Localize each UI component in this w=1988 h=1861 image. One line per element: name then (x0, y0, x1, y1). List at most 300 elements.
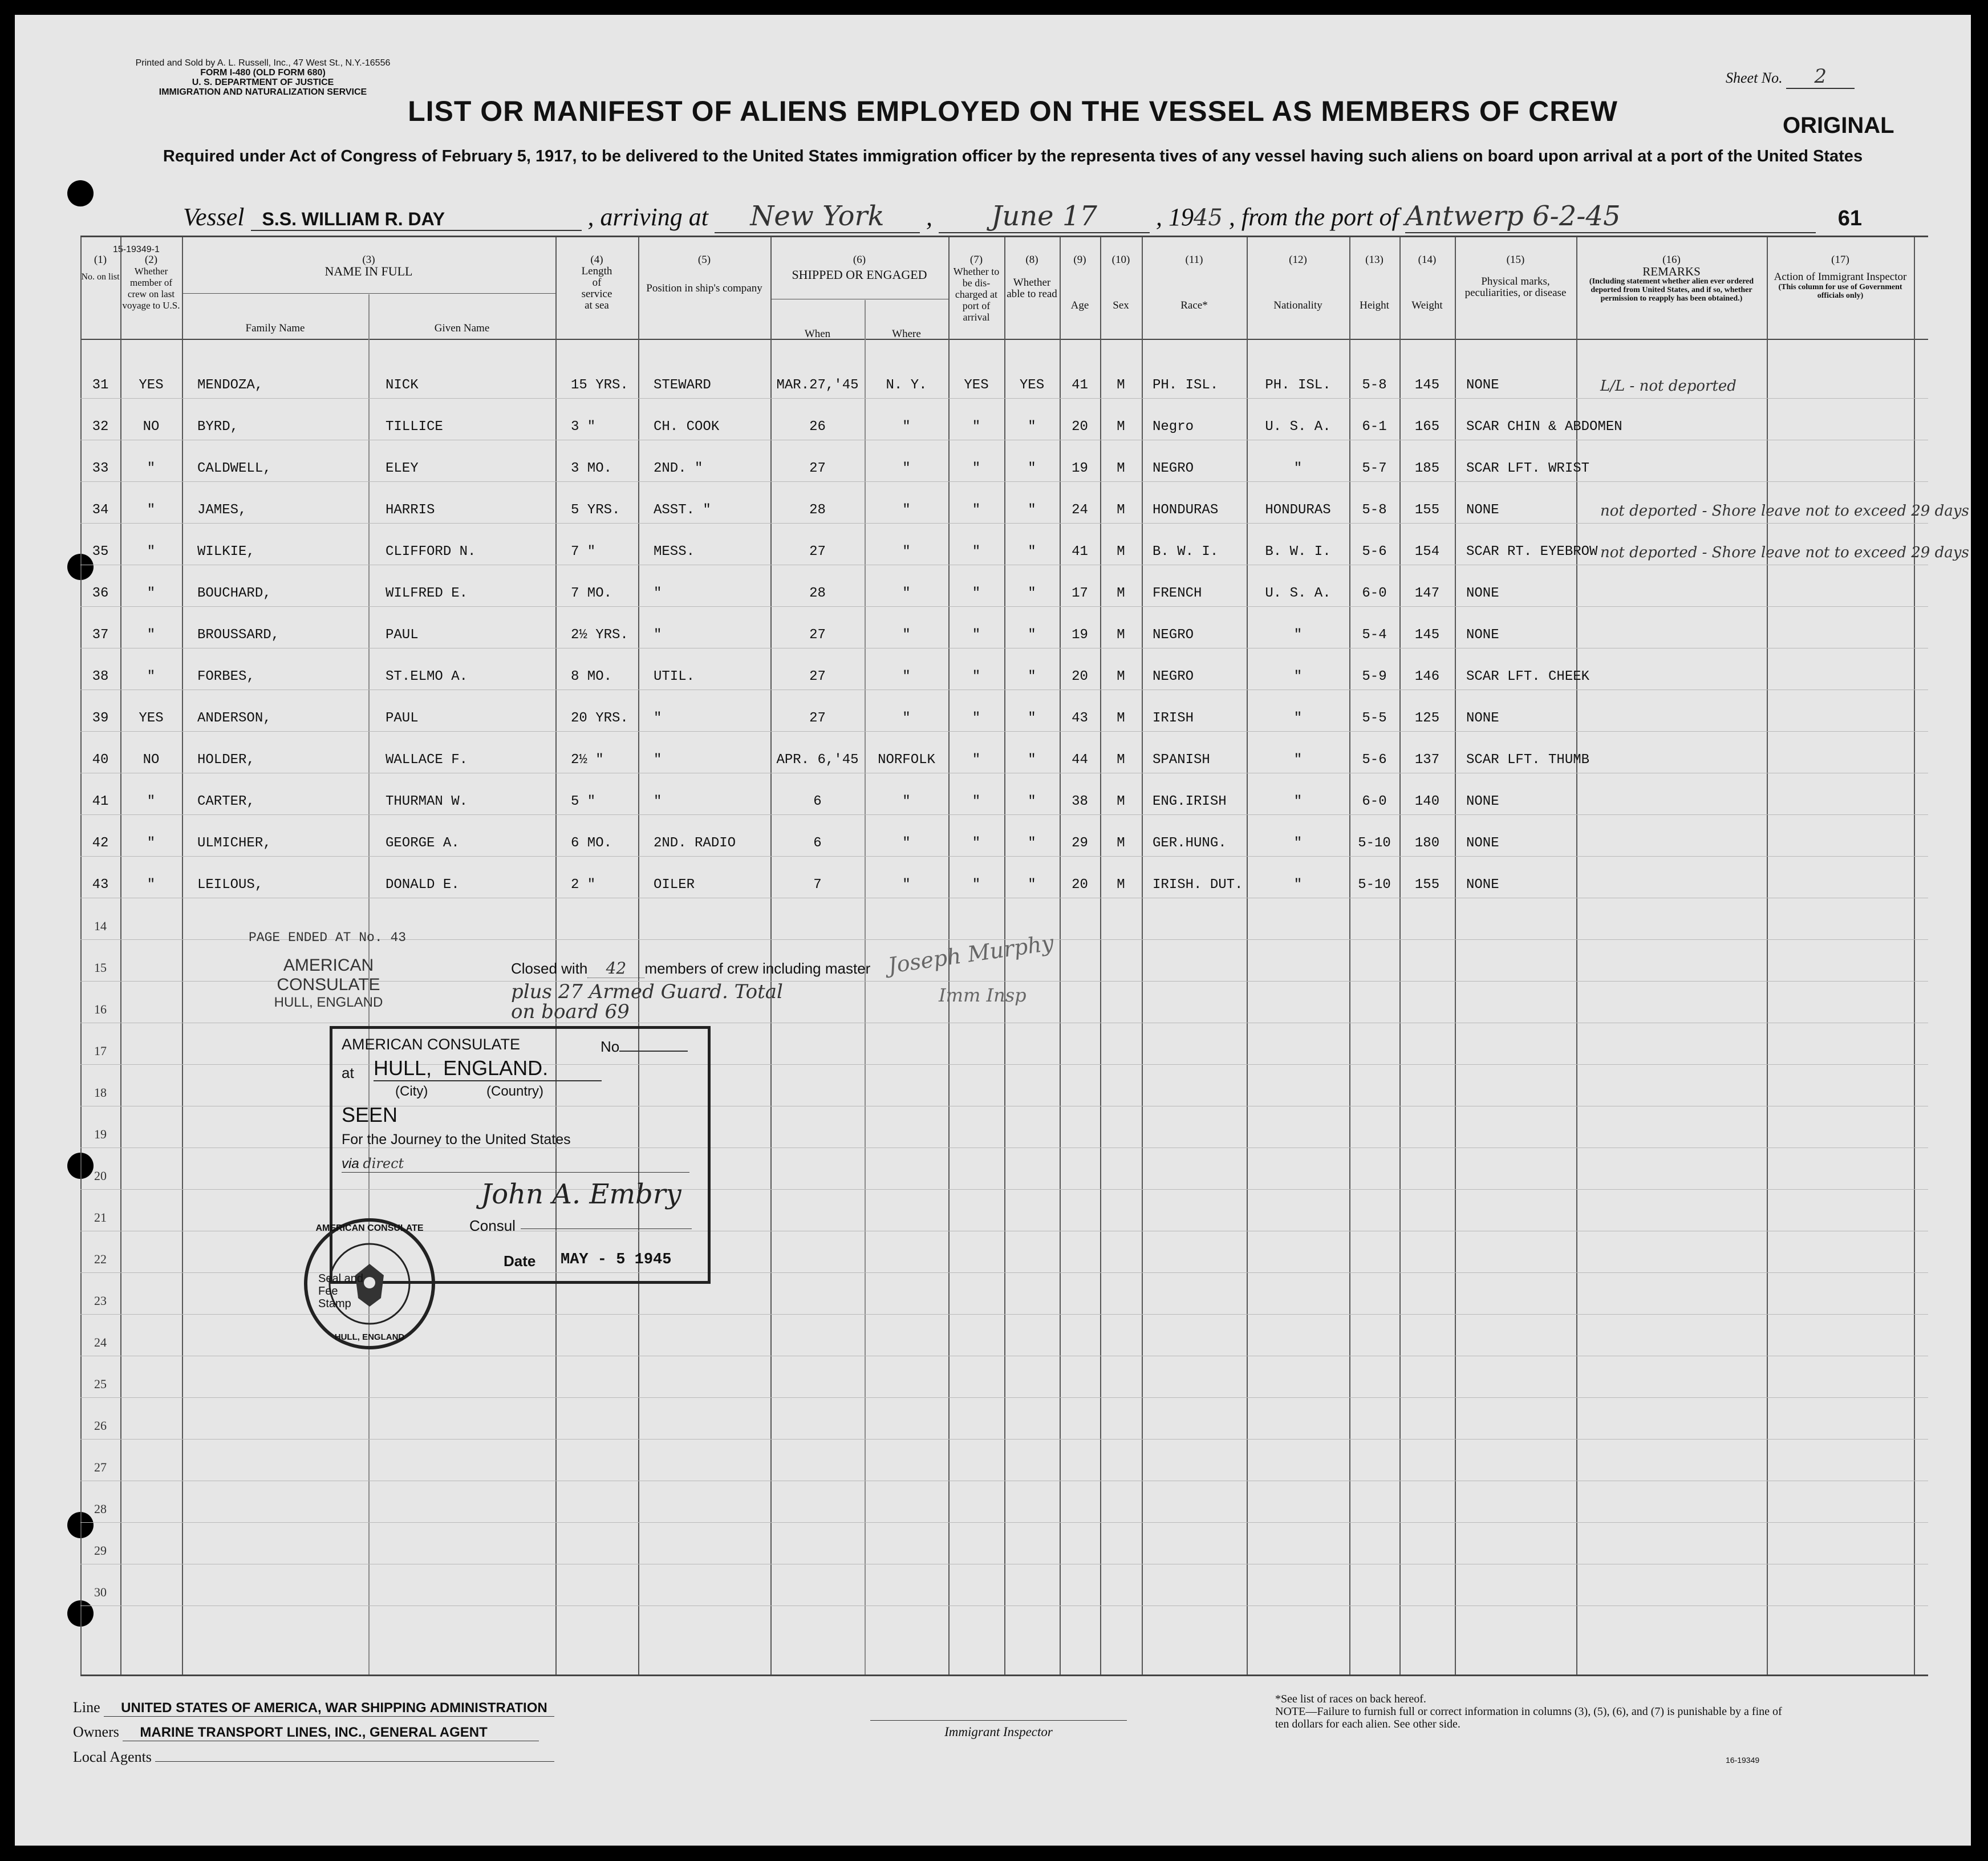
cell-shipped-where: " (902, 877, 911, 893)
cell-given-name: GEORGE A. (386, 836, 460, 851)
empty-row-number: 18 (94, 1085, 107, 1100)
cell-physical-marks: NONE (1466, 502, 1499, 518)
col-divider (1399, 237, 1401, 1675)
cell-age: 41 (1072, 378, 1088, 393)
cell-remarks: not deported - Shore leave not to exceed 29 days (1600, 502, 1969, 520)
col-divider (1060, 237, 1061, 1675)
cell-row-number: 42 (92, 836, 109, 851)
cell-race: ENG.IRISH (1153, 794, 1227, 809)
cell-age: 19 (1072, 461, 1088, 476)
cell-shipped-when: 28 (809, 502, 826, 518)
col-divider (120, 237, 121, 1675)
empty-row-number: 17 (94, 1044, 107, 1058)
cell-sex: M (1117, 419, 1125, 435)
cell-row-number: 43 (92, 877, 109, 893)
cell-race: PH. ISL. (1153, 378, 1219, 393)
cell-height: 5-6 (1362, 752, 1387, 768)
empty-row-number: 27 (94, 1460, 107, 1474)
row-rule (80, 1439, 1928, 1440)
cell-height: 5-5 (1362, 711, 1387, 726)
cell-shipped-when: 6 (813, 794, 822, 809)
cell-given-name: WILFRED E. (386, 586, 468, 601)
original-mark: ORIGINAL (1783, 113, 1894, 138)
journey-label: For the Journey to the United States (342, 1132, 571, 1148)
cell-service-length: 2 " (571, 877, 596, 893)
cell-race: NEGRO (1153, 461, 1194, 476)
cell-discharged: " (972, 544, 981, 559)
cell-able-to-read: " (1028, 711, 1036, 726)
cell-position: MESS. (654, 544, 695, 559)
row-rule (80, 731, 1928, 732)
cell-sex: M (1117, 877, 1125, 893)
col-header-race: (11) Race* (1180, 254, 1208, 311)
cell-shipped-where: " (902, 836, 911, 851)
cell-nationality: " (1293, 669, 1303, 684)
row-rule (80, 398, 1928, 399)
cell-race: SPANISH (1153, 752, 1210, 768)
cell-discharged: " (972, 586, 981, 601)
cell-weight: 155 (1414, 502, 1440, 518)
cell-nationality: U. S. A. (1265, 419, 1331, 435)
stamp-city: HULL, (374, 1056, 432, 1080)
cell-position: OILER (654, 877, 695, 893)
cell-prev-voyage: NO (143, 419, 160, 435)
empty-row-number: 28 (94, 1502, 107, 1516)
cell-prev-voyage: YES (139, 711, 164, 726)
consul-signature: John A. Embry (481, 1178, 681, 1210)
cell-able-to-read: " (1028, 461, 1036, 476)
row-rule (80, 856, 1928, 857)
cell-shipped-where: " (902, 502, 911, 518)
cell-shipped-where: NORFOLK (878, 752, 935, 768)
cell-given-name: THURMAN W. (386, 794, 468, 809)
footer-code: 16-19349 (1726, 1755, 1760, 1765)
cell-service-length: 3 " (571, 419, 596, 435)
cell-discharged: " (972, 502, 981, 518)
vessel-name: S.S. WILLIAM R. DAY (251, 209, 582, 231)
arrival-year: 45 (1193, 205, 1223, 231)
col-divider (555, 237, 557, 1675)
cell-nationality: " (1293, 836, 1303, 851)
cell-position: " (654, 586, 662, 601)
cell-row-number: 40 (92, 752, 109, 768)
cell-family-name: WILKIE, (197, 544, 255, 559)
cell-family-name: JAMES, (197, 502, 247, 518)
empty-row-number: 30 (94, 1585, 107, 1599)
cell-given-name: WALLACE F. (386, 752, 468, 768)
col-header-given-name: Given Name (434, 322, 490, 334)
via-line (342, 1155, 689, 1173)
cell-prev-voyage: " (147, 627, 156, 643)
form-number: FORM I-480 (OLD FORM 680) (200, 68, 326, 78)
cell-discharged: YES (964, 378, 989, 393)
cell-sex: M (1117, 669, 1125, 684)
empty-row-number: 24 (94, 1335, 107, 1349)
cell-family-name: LEILOUS, (197, 877, 263, 893)
cell-given-name: ELEY (386, 461, 419, 476)
cell-race: IRISH (1153, 711, 1194, 726)
cell-height: 6-0 (1362, 794, 1387, 809)
cell-weight: 145 (1414, 627, 1440, 643)
cell-row-number: 38 (92, 669, 109, 684)
col-divider (182, 237, 183, 1675)
cell-given-name: PAUL (386, 711, 419, 726)
cell-physical-marks: NONE (1466, 794, 1499, 809)
cell-able-to-read: " (1028, 502, 1036, 518)
cell-shipped-when: 27 (809, 669, 826, 684)
col-divider (1914, 237, 1915, 1675)
agents-label: Local Agents (73, 1749, 152, 1765)
footer-owners (73, 1724, 539, 1741)
cell-physical-marks: NONE (1466, 836, 1499, 851)
owners-label: Owners (73, 1724, 119, 1740)
cell-family-name: HOLDER, (197, 752, 255, 768)
cell-discharged: " (972, 419, 981, 435)
cell-service-length: 7 " (571, 544, 596, 559)
cell-shipped-where: " (902, 544, 911, 559)
seen-stamp-title: AMERICAN CONSULATE (342, 1036, 521, 1053)
cell-row-number: 34 (92, 502, 109, 518)
cell-age: 20 (1072, 669, 1088, 684)
cell-sex: M (1117, 627, 1125, 643)
col-divider (770, 237, 772, 1675)
cell-nationality: " (1293, 461, 1303, 476)
empty-row-number: 26 (94, 1418, 107, 1433)
col-header-prev-voyage: (2) Whether member of crew on last voyage to U.S. (122, 254, 180, 311)
cell-sex: M (1117, 711, 1125, 726)
cell-shipped-when: 27 (809, 627, 826, 643)
cell-shipped-where: " (902, 419, 911, 435)
cell-nationality: " (1293, 627, 1303, 643)
col-header-family-name: Family Name (245, 322, 305, 334)
cell-service-length: 5 " (571, 794, 596, 809)
cell-height: 5-4 (1362, 627, 1387, 643)
cell-sex: M (1117, 461, 1125, 476)
cell-service-length: 15 YRS. (571, 378, 628, 393)
cell-discharged: " (972, 461, 981, 476)
line-label: Line (73, 1699, 100, 1716)
cell-row-number: 37 (92, 627, 109, 643)
cell-able-to-read: " (1028, 544, 1036, 559)
inspector-label: Immigrant Inspector (944, 1725, 1053, 1739)
col-header-where: Where (892, 328, 921, 340)
cell-height: 5-10 (1358, 836, 1391, 851)
col-header-name: (3) NAME IN FULL (324, 254, 413, 278)
cell-age: 43 (1072, 711, 1088, 726)
cell-shipped-where: " (902, 627, 911, 643)
date-value: MAY - 5 1945 (561, 1251, 672, 1268)
col-header-position: (5) Position in ship's company (646, 254, 762, 294)
cell-race: HONDURAS (1153, 502, 1219, 518)
cell-shipped-when: 7 (813, 877, 822, 893)
punch-hole (67, 180, 94, 206)
cell-physical-marks: SCAR LFT. WRIST (1466, 461, 1590, 476)
closed-with (511, 959, 870, 978)
cell-shipped-where: N. Y. (886, 378, 927, 393)
cell-prev-voyage: " (147, 502, 156, 518)
col-header-when: When (804, 328, 831, 340)
row-rule (80, 606, 1928, 607)
cell-discharged: " (972, 627, 981, 643)
col-divider (80, 237, 82, 1675)
service: IMMIGRATION AND NATURALIZATION SERVICE (159, 87, 367, 97)
empty-row-number: 14 (94, 919, 107, 933)
cell-physical-marks: SCAR LFT. THUMB (1466, 752, 1590, 768)
cell-height: 5-8 (1362, 502, 1387, 518)
cell-age: 19 (1072, 627, 1088, 643)
city-label: (City) (395, 1084, 428, 1099)
seal-center-text: Seal and Fee Stamp (318, 1272, 363, 1310)
cell-nationality: " (1293, 711, 1303, 726)
col-header-service: (4) Length of service at sea (581, 254, 612, 311)
cell-position: " (654, 711, 662, 726)
cell-remarks: not deported - Shore leave not to exceed 29 days (1600, 544, 1969, 561)
name-subheader-line (182, 293, 555, 294)
cell-weight: 185 (1414, 461, 1440, 476)
cell-service-length: 2½ " (571, 752, 604, 768)
consulate-stamp (243, 956, 414, 1011)
cell-weight: 155 (1414, 877, 1440, 893)
department: U. S. DEPARTMENT OF JUSTICE (192, 78, 334, 87)
cell-position: STEWARD (654, 378, 711, 393)
cell-remarks: L/L - not deported (1600, 378, 1737, 395)
races-note: *See list of races on back hereof. (1275, 1693, 1426, 1705)
col-header-read: (8) Whether able to read (1007, 254, 1057, 300)
cell-given-name: ST.ELMO A. (386, 669, 468, 684)
cell-race: FRENCH (1153, 586, 1202, 601)
empty-row-number: 23 (94, 1294, 107, 1308)
cell-position: " (654, 627, 662, 643)
seal-bottom-text: HULL, ENGLAND (334, 1332, 405, 1342)
empty-row-number: 25 (94, 1377, 107, 1391)
col-divider (1142, 237, 1143, 1675)
cell-position: " (654, 752, 662, 768)
cell-weight: 165 (1414, 419, 1440, 435)
subtitle: Required under Act of Congress of February 5, 1917, to be delivered to the United States immigration officer by the representa tives of any vessel having such aliens on board upon arrival at a port of the United States (163, 147, 1863, 165)
cell-weight: 145 (1414, 378, 1440, 393)
cell-row-number: 31 (92, 378, 109, 393)
cell-discharged: " (972, 752, 981, 768)
cell-row-number: 35 (92, 544, 109, 559)
cell-family-name: CALDWELL, (197, 461, 271, 476)
cell-position: " (654, 794, 662, 809)
col-divider (1576, 237, 1577, 1675)
empty-row-number: 20 (94, 1169, 107, 1183)
cell-nationality: PH. ISL. (1265, 378, 1331, 393)
country-label: (Country) (486, 1084, 544, 1099)
cell-race: Negro (1153, 419, 1194, 435)
printer-info (80, 58, 445, 97)
cell-age: 29 (1072, 836, 1088, 851)
page-number: 61 (1837, 206, 1862, 230)
cell-able-to-read: " (1028, 836, 1036, 851)
page-title: LIST OR MANIFEST OF ALIENS EMPLOYED ON THE VESSEL AS MEMBERS OF CREW (408, 95, 1618, 127)
row-rule (80, 814, 1928, 815)
cell-shipped-where: " (902, 669, 911, 684)
cell-able-to-read: " (1028, 669, 1036, 684)
cell-given-name: PAUL (386, 627, 419, 643)
year-prefix: 19 (1168, 203, 1194, 231)
cell-physical-marks: SCAR RT. EYEBROW (1466, 544, 1598, 559)
seal-top-text: AMERICAN CONSULATE (315, 1223, 424, 1233)
cell-shipped-when: 28 (809, 586, 826, 601)
cell-race: NEGRO (1153, 669, 1194, 684)
cell-height: 6-1 (1362, 419, 1387, 435)
cell-shipped-where: " (902, 461, 911, 476)
cell-nationality: " (1293, 877, 1303, 893)
cell-given-name: CLIFFORD N. (386, 544, 476, 559)
cell-family-name: FORBES, (197, 669, 255, 684)
col-divider (1100, 237, 1101, 1675)
cell-shipped-when: 27 (809, 461, 826, 476)
cell-service-length: 2½ YRS. (571, 627, 628, 643)
cell-able-to-read: YES (1019, 378, 1045, 393)
cell-able-to-read: " (1028, 627, 1036, 643)
from-label: , from the port of (1228, 203, 1399, 231)
vessel-label: Vessel (183, 203, 245, 231)
cell-given-name: HARRIS (386, 502, 435, 518)
row-rule (80, 1397, 1928, 1398)
consulate-seal (301, 1215, 438, 1352)
empty-row-number: 21 (94, 1210, 107, 1225)
cell-discharged: " (972, 794, 981, 809)
empty-row-number: 15 (94, 960, 107, 975)
arriving-port: New York (715, 200, 920, 233)
cell-height: 6-0 (1362, 586, 1387, 601)
row-rule (80, 1522, 1928, 1523)
cell-family-name: MENDOZA, (197, 378, 263, 393)
col-header-weight: (14) Weight (1411, 254, 1443, 311)
cell-nationality: U. S. A. (1265, 586, 1331, 601)
row-rule (80, 1605, 1928, 1606)
cell-family-name: CARTER, (197, 794, 255, 809)
footer-line (73, 1699, 554, 1717)
cell-prev-voyage: " (147, 586, 156, 601)
cell-weight: 140 (1414, 794, 1440, 809)
inspector-signature: Joseph Murphy (886, 930, 1056, 979)
cell-nationality: HONDURAS (1265, 502, 1331, 518)
empty-row-number: 19 (94, 1127, 107, 1141)
footer-agents (73, 1749, 554, 1766)
cell-position: UTIL. (654, 669, 695, 684)
cell-able-to-read: " (1028, 419, 1036, 435)
closed-label: Closed with (511, 960, 588, 977)
cell-height: 5-8 (1362, 378, 1387, 393)
col-header-no: (1) No. on list (81, 254, 120, 282)
cell-service-length: 6 MO. (571, 836, 612, 851)
cell-weight: 125 (1414, 711, 1440, 726)
cell-given-name: TILLICE (386, 419, 443, 435)
cell-race: GER.HUNG. (1153, 836, 1227, 851)
cell-prev-voyage: " (147, 877, 156, 893)
via-value: direct (363, 1155, 404, 1171)
page-ended-note: PAGE ENDED AT No. 43 (249, 930, 407, 945)
cell-position: ASST. " (654, 502, 711, 518)
cell-prev-voyage: NO (143, 752, 160, 768)
cell-nationality: B. W. I. (1265, 544, 1331, 559)
footer-notes (1275, 1693, 1794, 1730)
cell-age: 44 (1072, 752, 1088, 768)
cell-weight: 180 (1414, 836, 1440, 851)
cell-family-name: BOUCHARD, (197, 586, 271, 601)
cell-row-number: 41 (92, 794, 109, 809)
owners-value: MARINE TRANSPORT LINES, INC., GENERAL AGENT (123, 1725, 539, 1741)
cell-row-number: 39 (92, 711, 109, 726)
cell-service-length: 3 MO. (571, 461, 612, 476)
cell-height: 5-9 (1362, 669, 1387, 684)
col-header-height: (13) Height (1360, 254, 1389, 311)
cell-age: 41 (1072, 544, 1088, 559)
closed-note-2: on board 69 (511, 1000, 630, 1023)
cell-sex: M (1117, 378, 1125, 393)
cell-physical-marks: NONE (1466, 586, 1499, 601)
cell-prev-voyage: " (147, 544, 156, 559)
empty-row-number: 29 (94, 1543, 107, 1558)
cell-shipped-when: APR. 6,'45 (776, 752, 859, 768)
cell-age: 20 (1072, 877, 1088, 893)
cell-shipped-when: 27 (809, 544, 826, 559)
row-rule (80, 481, 1928, 482)
col-divider (1455, 237, 1456, 1675)
cell-weight: 137 (1414, 752, 1440, 768)
cell-discharged: " (972, 877, 981, 893)
cell-family-name: ANDERSON, (197, 711, 271, 726)
cell-age: 38 (1072, 794, 1088, 809)
consulate-name: AMERICAN CONSULATE (277, 956, 380, 994)
cell-service-length: 20 YRS. (571, 711, 628, 726)
row-rule (80, 523, 1928, 524)
cell-physical-marks: NONE (1466, 378, 1499, 393)
cell-shipped-where: " (902, 711, 911, 726)
cell-given-name: NICK (386, 378, 419, 393)
cell-physical-marks: NONE (1466, 627, 1499, 643)
cell-position: 2ND. " (654, 461, 703, 476)
cell-sex: M (1117, 752, 1125, 768)
cell-weight: 154 (1414, 544, 1440, 559)
cell-prev-voyage: " (147, 461, 156, 476)
cell-discharged: " (972, 669, 981, 684)
cell-sex: M (1117, 794, 1125, 809)
sheet-label: Sheet No. (1726, 70, 1783, 86)
arrival-date: June 17 (939, 200, 1150, 233)
stamp-country: ENGLAND. (443, 1056, 549, 1080)
cell-sex: M (1117, 544, 1125, 559)
col-divider (1349, 237, 1350, 1675)
table-bottom-border (80, 1675, 1928, 1676)
cell-discharged: " (972, 836, 981, 851)
seen-stamp-at: at (342, 1064, 354, 1081)
cell-position: 2ND. RADIO (654, 836, 736, 851)
cell-prev-voyage: YES (139, 378, 164, 393)
cell-race: NEGRO (1153, 627, 1194, 643)
inspector-title: Imm Insp (939, 984, 1027, 1006)
line-value: UNITED STATES OF AMERICA, WAR SHIPPING ADMINISTRATION (104, 1700, 554, 1717)
cell-able-to-read: " (1028, 752, 1036, 768)
cell-row-number: 36 (92, 586, 109, 601)
cell-sex: M (1117, 836, 1125, 851)
cell-discharged: " (972, 711, 981, 726)
col-header-marks: (15) Physical marks, peculiarities, or disease (1464, 254, 1567, 299)
date-label: Date (504, 1252, 536, 1270)
cell-shipped-where: " (902, 794, 911, 809)
cell-height: 5-10 (1358, 877, 1391, 893)
col-divider (638, 237, 639, 1675)
cell-position: CH. COOK (654, 419, 720, 435)
cell-shipped-when: 27 (809, 711, 826, 726)
cell-able-to-read: " (1028, 586, 1036, 601)
via-label: via (342, 1156, 359, 1171)
col-header-remarks: (16) REMARKS (Including statement whether alien ever ordered deported from United States, and if so, whether permission to reapply has been obtained.) (1589, 254, 1754, 303)
